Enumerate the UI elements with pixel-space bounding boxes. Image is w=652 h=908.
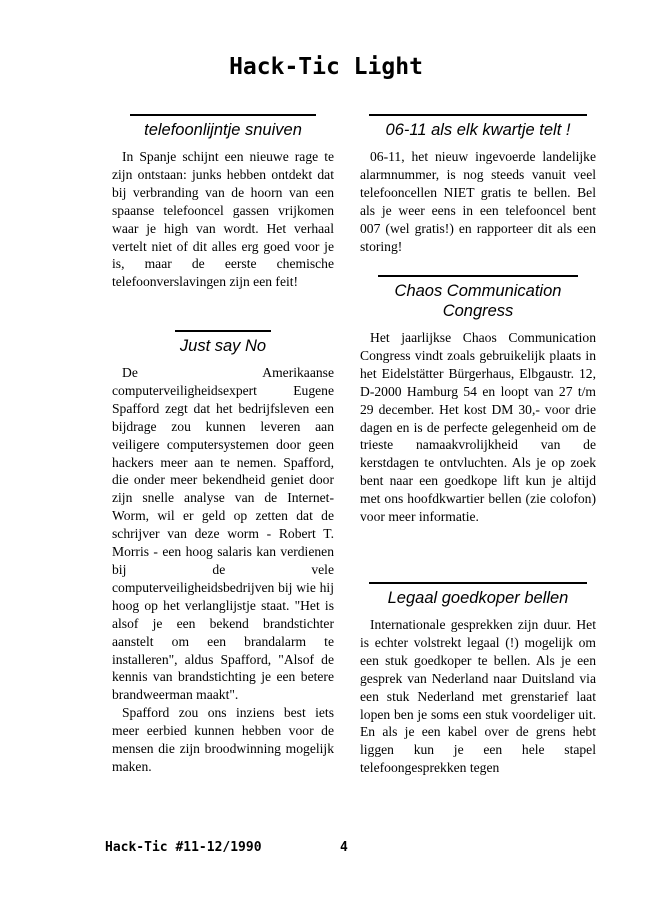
article-legaal-goedkoper-bellen [360,582,596,777]
article-heading: telefoonlijntje snuiven [130,114,316,140]
article-heading: Legaal goedkoper bellen [369,582,587,608]
article-heading-line: Chaos Communication [394,282,562,300]
article-just-say-no [112,330,334,776]
article-paragraph: In Spanje schijnt een nieuwe rage te zijn ontstaan: junks hebben ontdekt dat bij verbranding van de hoorn van een spaanse telefooncel gassen vrijkomen waar je high van wordt. Het verhaal vertelt niet of dit alles erg goed voor je is, maar de eerste chemische telefoonverslavingen zijn een feit! [112,149,334,290]
article-heading [378,275,578,321]
article-paragraph: De Amerikaanse computerveiligheidsexpert Eugene Spafford zegt dat het bedrijfsleven een bijdrage zou kunnen leveren aan veiligere computersystemen door geen hackers meer aan te nemen. Spafford, die onder meer bekendheid geniet door zijn snelle analyse van de Internet-Worm, wil er geld op zetten dat de schrijver van deze worm - Robert T. Morris - een hoog salaris kan verdienen bij de vele computerveiligheidsbedrijven bij wie hij hoog op het verlanglijstje staat. "Het is alsof je een bekend brandstichter aanstelt om een brandalarm te installeren", aldus Spafford, "Alsof de kennis van brandstichting je een betere brandweerman maakt". [112,365,334,703]
article-telefoonlijntje [112,114,334,291]
article-chaos-communication-congress [360,275,596,526]
article-06-11 [360,114,596,255]
article-paragraph: 06-11, het nieuw ingevoerde landelijke alarmnummer, is nog steeds vanuit veel telefooncellen NIET gratis te bellen. Bel als je weer eens in een telefooncel bent 007 (wel gratis!) en rapporteer dit als een storing! [360,149,596,254]
article-heading: Just say No [175,330,271,356]
article-paragraph: Het jaarlijkse Chaos Communication Congress vindt zoals gebruikelijk plaats in het Eidelstätter Bürgerhaus, Elbgaustr. 12, D-2000 Hamburg 54 en loopt van 27 t/m 29 december. Het kost DM 30,- voor drie dagen en is de perfecte gelegenheid om de trieste namaakvrolijkheid van de kerstdagen te ontvluchten. Als je op zoek bent naar een goedkope lift kun je altijd met ons hoofdkwartier bellen (zie colofon) voor meer informatie. [360,330,596,525]
page-title: Hack-Tic Light [229,54,423,80]
article-paragraph: Internationale gesprekken zijn duur. Het is echter volstrekt legaal (!) mogelijk om een stuk goedkoper te bellen. Als je een gesprek van Nederland naar Duitsland via een stuk Nederland met grenstarief laat lopen ben je soms een stuk voordeliger uit. En als je een kabel over de grens hebt liggen kun je een hele stapel telefoongesprekken tegen [360,617,596,776]
footer-page-number: 4 [340,840,348,855]
article-paragraph: Spafford zou ons inziens best iets meer eerbied kunnen hebben voor de mensen die zijn broodwinning mogelijk maken. [112,705,334,774]
footer-issue: Hack-Tic #11-12/1990 [105,840,262,855]
article-heading-line: Congress [442,302,514,320]
article-heading: 06-11 als elk kwartje telt ! [369,114,587,140]
